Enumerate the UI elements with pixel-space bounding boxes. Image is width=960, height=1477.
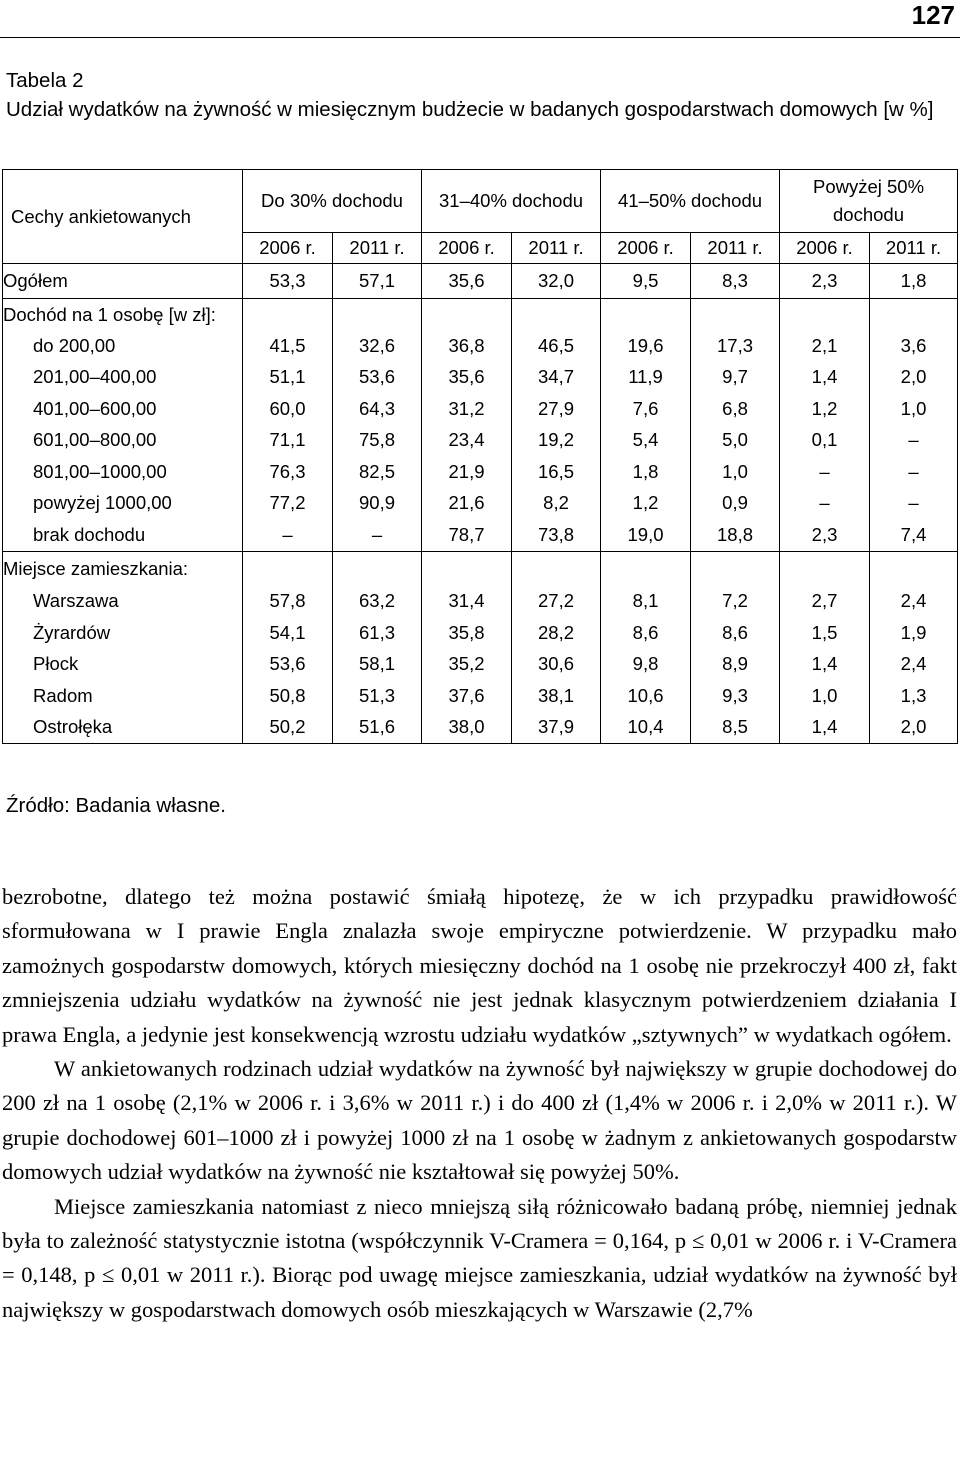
cell: 1,4 <box>780 649 870 681</box>
cell: 8,2 <box>512 488 601 520</box>
row-label: Ostrołęka <box>3 712 243 744</box>
cell: 2,0 <box>870 712 958 744</box>
year-header: 2011 r. <box>870 233 958 264</box>
table-row <box>3 519 958 551</box>
cell: 57,8 <box>243 586 333 618</box>
row-label: Płock <box>3 649 243 681</box>
table-source: Źródło: Badania własne. <box>6 794 226 817</box>
cell: 35,6 <box>422 264 512 299</box>
section-label-place: Miejsce zamieszkania: <box>3 551 243 586</box>
cell: 53,6 <box>243 649 333 681</box>
section-label-income: Dochód na 1 osobę [w zł]: <box>3 299 243 331</box>
cell: 1,2 <box>601 488 691 520</box>
table-row <box>3 712 958 744</box>
cell: 37,6 <box>422 680 512 712</box>
cell: 54,1 <box>243 617 333 649</box>
row-label: Ogółem <box>3 264 243 299</box>
cell: 36,8 <box>422 330 512 362</box>
row-label: 401,00–600,00 <box>3 393 243 425</box>
cell: 32,6 <box>333 330 422 362</box>
cell: 7,4 <box>870 519 958 551</box>
cell: 19,0 <box>601 519 691 551</box>
cell: – <box>243 519 333 551</box>
cell: 37,9 <box>512 712 601 744</box>
cell: 8,9 <box>691 649 780 681</box>
cell: 1,0 <box>870 393 958 425</box>
table-row <box>3 393 958 425</box>
row-label: powyżej 1000,00 <box>3 488 243 520</box>
group-header: Powyżej 50% dochodu <box>780 170 958 233</box>
cell: 77,2 <box>243 488 333 520</box>
table-title: Udział wydatków na żywność w miesięcznym budżecie w badanych gospodarstwach domowych [w %] <box>6 98 934 121</box>
row-label: 601,00–800,00 <box>3 425 243 457</box>
cell: 61,3 <box>333 617 422 649</box>
cell: 27,2 <box>512 586 601 618</box>
cell: 46,5 <box>512 330 601 362</box>
cell: 21,6 <box>422 488 512 520</box>
cell: 50,2 <box>243 712 333 744</box>
cell: 23,4 <box>422 425 512 457</box>
cell: 1,8 <box>870 264 958 299</box>
table-row <box>3 586 958 618</box>
cell: 8,5 <box>691 712 780 744</box>
cell: 1,8 <box>601 456 691 488</box>
group-header: Do 30% dochodu <box>243 170 422 233</box>
body-text <box>2 880 957 1327</box>
cell: – <box>870 456 958 488</box>
cell: 17,3 <box>691 330 780 362</box>
table-row <box>3 617 958 649</box>
year-header: 2011 r. <box>333 233 422 264</box>
cell: 1,2 <box>780 393 870 425</box>
cell: 38,0 <box>422 712 512 744</box>
cell: 18,8 <box>691 519 780 551</box>
income-section <box>3 299 958 552</box>
cell: 76,3 <box>243 456 333 488</box>
cell: 2,1 <box>780 330 870 362</box>
cell: 1,4 <box>780 712 870 744</box>
cell: 31,2 <box>422 393 512 425</box>
cell: 10,4 <box>601 712 691 744</box>
cell: 58,1 <box>333 649 422 681</box>
row-label: 801,00–1000,00 <box>3 456 243 488</box>
paragraph: bezrobotne, dlatego też można postawić śmiałą hipotezę, że w ich przypadku prawidłowość sformułowana w I prawie Engla znalazła swoje empiryczne potwierdzenie. W przypadku mało zamożnych gospodarstw domowych, których miesięczny dochód na 1 osobę nie przekroczył 400 zł, fakt zmniejszenia udziału wydatków na żywność nie jest jednak klasycznym potwierdzeniem działania I prawa Engla, a jedynie jest konsekwencją wzrostu udziału wydatków „sztywnych” w wydatkach ogółem. <box>2 884 957 1047</box>
cell: 60,0 <box>243 393 333 425</box>
cell: 3,6 <box>870 330 958 362</box>
cell: 2,3 <box>780 264 870 299</box>
cell: 0,9 <box>691 488 780 520</box>
row-label: Żyrardów <box>3 617 243 649</box>
cell: 82,5 <box>333 456 422 488</box>
cell: 53,3 <box>243 264 333 299</box>
cell: 31,4 <box>422 586 512 618</box>
feature-header: Cechy ankietowanych <box>3 170 243 264</box>
cell: 51,1 <box>243 362 333 394</box>
cell: 34,7 <box>512 362 601 394</box>
cell: 5,4 <box>601 425 691 457</box>
cell: 35,2 <box>422 649 512 681</box>
cell: 32,0 <box>512 264 601 299</box>
table-row-total <box>3 264 958 299</box>
row-label: 201,00–400,00 <box>3 362 243 394</box>
cell: 2,7 <box>780 586 870 618</box>
year-header: 2006 r. <box>243 233 333 264</box>
table-row <box>3 425 958 457</box>
cell: 28,2 <box>512 617 601 649</box>
cell: 51,6 <box>333 712 422 744</box>
header-rule <box>0 37 960 38</box>
cell: – <box>780 456 870 488</box>
table-row <box>3 680 958 712</box>
cell: 90,9 <box>333 488 422 520</box>
cell: 1,3 <box>870 680 958 712</box>
row-label: do 200,00 <box>3 330 243 362</box>
table-row <box>3 362 958 394</box>
cell: 35,8 <box>422 617 512 649</box>
cell: 7,2 <box>691 586 780 618</box>
cell: 11,9 <box>601 362 691 394</box>
cell: 9,3 <box>691 680 780 712</box>
cell: 8,6 <box>601 617 691 649</box>
cell: 8,6 <box>691 617 780 649</box>
cell: 9,8 <box>601 649 691 681</box>
cell: 53,6 <box>333 362 422 394</box>
paragraph: W ankietowanych rodzinach udział wydatków na żywność był największy w grupie dochodowej do 200 zł na 1 osobę (2,1% w 2006 r. i 3,6% w 2011 r.) i do 400 zł (1,4% w 2006 r. i 2,0% w 2011 r.). W grupie dochodowej 601–1000 zł i powyżej 1000 zł na 1 osobę w żadnym z ankietowanych gospodarstw domowych udział wydatków na żywność nie kształtował się powyżej 50%. <box>2 1056 957 1185</box>
cell: 27,9 <box>512 393 601 425</box>
year-header: 2011 r. <box>691 233 780 264</box>
cell: 6,8 <box>691 393 780 425</box>
cell: 78,7 <box>422 519 512 551</box>
cell: 35,6 <box>422 362 512 394</box>
cell: 2,0 <box>870 362 958 394</box>
expenditure-table <box>2 169 958 744</box>
cell: 21,9 <box>422 456 512 488</box>
cell: 30,6 <box>512 649 601 681</box>
cell: 8,1 <box>601 586 691 618</box>
cell: 9,7 <box>691 362 780 394</box>
cell: 7,6 <box>601 393 691 425</box>
cell: 2,3 <box>780 519 870 551</box>
cell: 71,1 <box>243 425 333 457</box>
table-row <box>3 456 958 488</box>
cell: – <box>870 488 958 520</box>
cell: 19,2 <box>512 425 601 457</box>
cell: 1,0 <box>691 456 780 488</box>
cell: – <box>780 488 870 520</box>
cell: 1,0 <box>780 680 870 712</box>
cell: 5,0 <box>691 425 780 457</box>
row-label: Warszawa <box>3 586 243 618</box>
cell: 41,5 <box>243 330 333 362</box>
cell: 9,5 <box>601 264 691 299</box>
cell: 1,5 <box>780 617 870 649</box>
table-label: Tabela 2 <box>6 69 84 92</box>
cell: 1,4 <box>780 362 870 394</box>
cell: 64,3 <box>333 393 422 425</box>
cell: 38,1 <box>512 680 601 712</box>
page-number: 127 <box>911 0 955 30</box>
cell: 50,8 <box>243 680 333 712</box>
row-label: brak dochodu <box>3 519 243 551</box>
cell: 51,3 <box>333 680 422 712</box>
cell: 0,1 <box>780 425 870 457</box>
group-header: 41–50% dochodu <box>601 170 780 233</box>
row-label: Radom <box>3 680 243 712</box>
table-caption <box>6 66 956 124</box>
group-header: 31–40% dochodu <box>422 170 601 233</box>
table-row <box>3 330 958 362</box>
cell: 73,8 <box>512 519 601 551</box>
year-header: 2006 r. <box>780 233 870 264</box>
cell: 8,3 <box>691 264 780 299</box>
cell: – <box>333 519 422 551</box>
place-section <box>3 551 958 744</box>
paragraph: Miejsce zamieszkania natomiast z nieco mniejszą siłą różnicowało badaną próbę, niemniej jednak była to zależność statystycznie istotna (współczynnik V-Cramera = 0,164, p ≤ 0,01 w 2006 r. i V-Cramera = 0,148, p ≤ 0,01 w 2011 r.). Biorąc pod uwagę miejsce zamieszkania, udział wydatków na żywność był największy w gospodarstwach domowych osób mieszkających w Warszawie (2,7% <box>2 1193 957 1322</box>
cell: 2,4 <box>870 649 958 681</box>
table-row <box>3 649 958 681</box>
cell: 63,2 <box>333 586 422 618</box>
cell: 57,1 <box>333 264 422 299</box>
year-header: 2011 r. <box>512 233 601 264</box>
cell: – <box>870 425 958 457</box>
cell: 16,5 <box>512 456 601 488</box>
cell: 19,6 <box>601 330 691 362</box>
year-header: 2006 r. <box>601 233 691 264</box>
section-header-row <box>3 551 958 586</box>
year-header: 2006 r. <box>422 233 512 264</box>
cell: 75,8 <box>333 425 422 457</box>
table-row <box>3 488 958 520</box>
cell: 1,9 <box>870 617 958 649</box>
cell: 10,6 <box>601 680 691 712</box>
cell: 2,4 <box>870 586 958 618</box>
section-header-row <box>3 299 958 331</box>
